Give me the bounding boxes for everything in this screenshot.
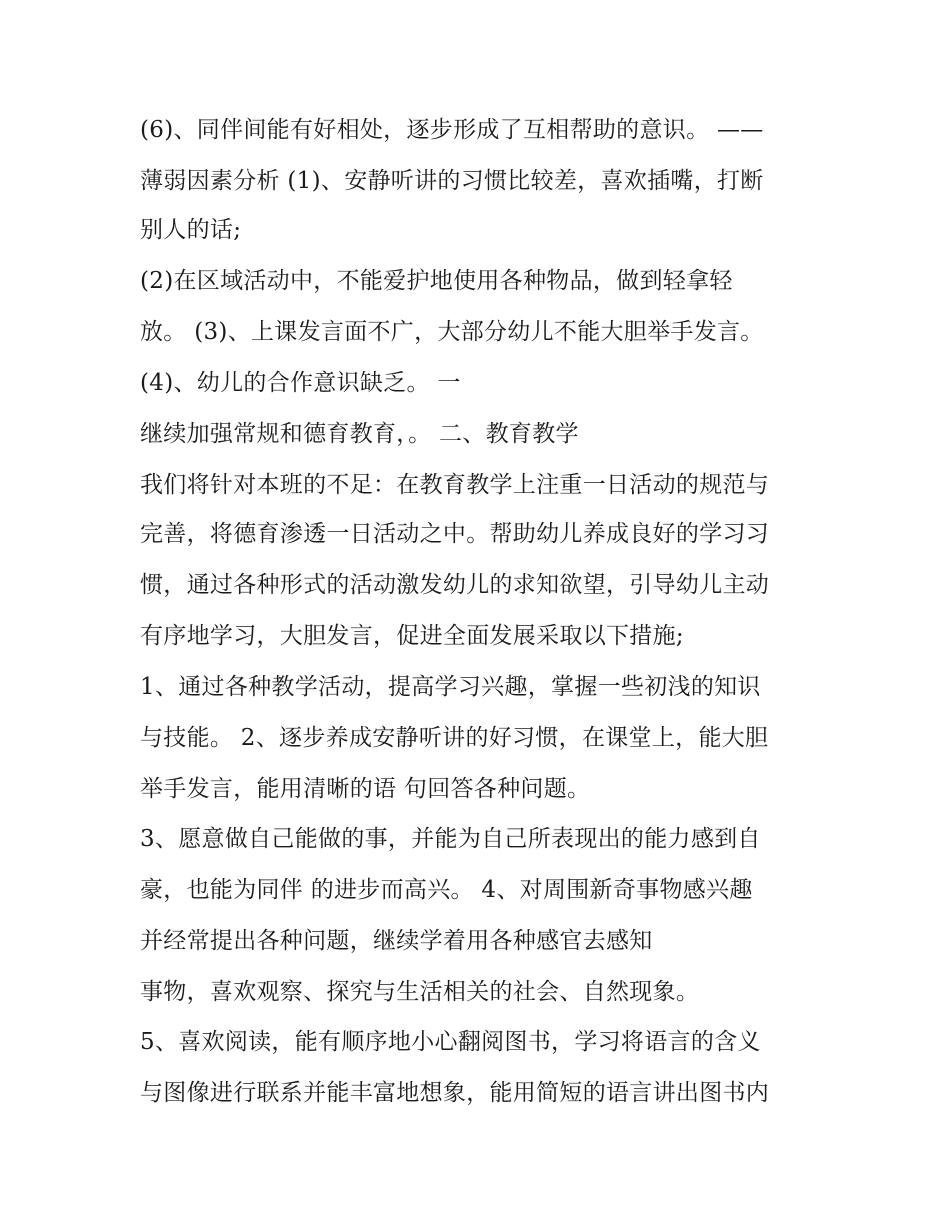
text-line: 别人的话; <box>140 217 242 243</box>
text-line: 完善，将德育渗透一日活动之中。帮助幼儿养成良好的学习习 <box>140 521 770 547</box>
text-line: 与图像进行联系并能丰富地想象，能用简短的语言讲出图书内 <box>140 1080 770 1106</box>
text-line: 薄弱因素分析 (1)、安静听讲的习惯比较差，喜欢插嘴，打断 <box>140 168 764 194</box>
text-line: 举手发言，能用清晰的语 句回答各种问题。 <box>140 776 591 802</box>
text-line: 惯，通过各种形式的活动激发幼儿的求知欲望，引导幼儿主动 <box>140 572 770 598</box>
text-line: (2)在区域活动中，不能爱护地使用各种物品，做到轻拿轻 <box>140 268 733 294</box>
text-line: 继续加强常规和德育教育，。 二、教育教学 <box>140 421 579 447</box>
text-line: (6)、同伴间能有好相处，逐步形成了互相帮助的意识。 —— <box>140 117 764 143</box>
text-line: 有序地学习，大胆发言，促进全面发展采取以下措施; <box>140 623 684 649</box>
text-line: 5、喜欢阅读，能有顺序地小心翻阅图书，学习将语言的含义 <box>140 1029 761 1055</box>
text-line: 与技能。 2、逐步养成安静听讲的好习惯，在课堂上，能大胆 <box>140 725 769 751</box>
text-line: 3、愿意做自己能做的事，并能为自己所表现出的能力感到自 <box>140 826 761 852</box>
text-line: (4)、幼儿的合作意识缺乏。 一 <box>140 370 461 396</box>
text-line: 并经常提出各种问题，继续学着用各种感官去感知 <box>140 928 653 954</box>
text-line: 1、通过各种教学活动，提高学习兴趣，掌握一些初浅的知识 <box>140 674 761 700</box>
text-line: 事物，喜欢观察、探究与生活相关的社会、自然现象。 <box>140 979 700 1005</box>
text-line: 我们将针对本班的不足：在教育教学上注重一日活动的规范与 <box>140 472 770 498</box>
text-line: 豪，也能为同伴 的进步而高兴。 4、对周围新奇事物感兴趣 <box>140 877 753 903</box>
text-line: 放。 (3)、上课发言面不广，大部分幼儿不能大胆举手发言。 <box>140 319 764 345</box>
